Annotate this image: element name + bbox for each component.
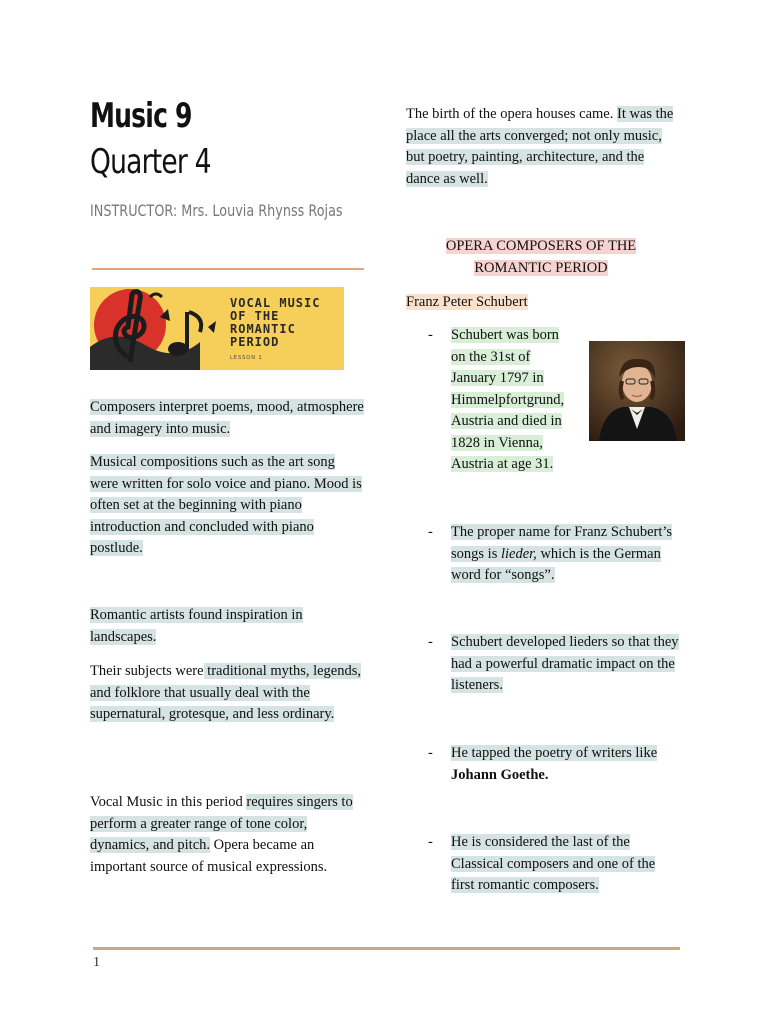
- document-title: Music 9: [90, 96, 192, 136]
- paragraph-composers: Composers interpret poems, mood, atmosphere and imagery into music.: [90, 399, 364, 437]
- paragraph-opera-houses: The birth of the opera houses came. It was the place all the arts converged; not only music, but poetry, painting, architecture, and the dance as well.: [406, 106, 674, 187]
- paragraph-subjects: Their subjects were traditional myths, legends, and folklore that usually deal with the supernatural, grotesque, and less ordinary.: [90, 663, 362, 722]
- bullet-goethe: He tapped the poetry of writers like Johann Goethe.: [451, 745, 658, 783]
- composer-name: Franz Peter Schubert: [406, 294, 528, 310]
- lesson-banner-image: [90, 287, 344, 370]
- document-subtitle: Quarter 4: [90, 142, 211, 182]
- paragraph-art-song: Musical compositions such as the art song were written for solo voice and piano. Mood is often set at the beginning with piano introduction and concluded with piano postlude.: [90, 454, 362, 556]
- footer-divider: [93, 947, 680, 950]
- bullet-lieder: The proper name for Franz Schubert’s songs is lieder, which is the German word for “songs”.: [451, 524, 673, 583]
- music-notes-illustration: [90, 287, 230, 370]
- page-number: 1: [93, 955, 100, 970]
- bullet-dash: -: [428, 524, 433, 540]
- bullet-dash: -: [428, 327, 433, 343]
- header-divider: [92, 268, 364, 270]
- bullet-classical-romantic: He is considered the last of the Classical composers and one of the first romantic composers.: [451, 834, 656, 893]
- section-heading-opera-composers: OPERA COMPOSERS OF THE ROMANTIC PERIOD: [445, 238, 637, 276]
- bullet-dash: -: [428, 834, 433, 850]
- paragraph-vocal-music: Vocal Music in this period requires singers to perform a greater range of tone color, dynamics, and pitch. Opera became an important source of musical expressions.: [90, 794, 353, 875]
- bullet-dash: -: [428, 634, 433, 650]
- bullet-birth: Schubert was born on the 31st of January 1797 in Himmelpfortgrund, Austria and died in 1828 in Vienna, Austria at age 31.: [451, 327, 565, 472]
- instructor-line: INSTRUCTOR: Mrs. Louvia Rhynss Rojas: [90, 201, 343, 220]
- banner-title: VOCAL MUSIC OF THE ROMANTIC PERIOD: [230, 296, 321, 349]
- bullet-dash: -: [428, 745, 433, 761]
- paragraph-landscapes: Romantic artists found inspiration in landscapes.: [90, 607, 303, 645]
- bullet-dramatic-impact: Schubert developed lieders so that they had a powerful dramatic impact on the listeners.: [451, 634, 679, 693]
- banner-lesson-label: LESSON 1: [230, 355, 263, 361]
- schubert-portrait: [589, 341, 685, 441]
